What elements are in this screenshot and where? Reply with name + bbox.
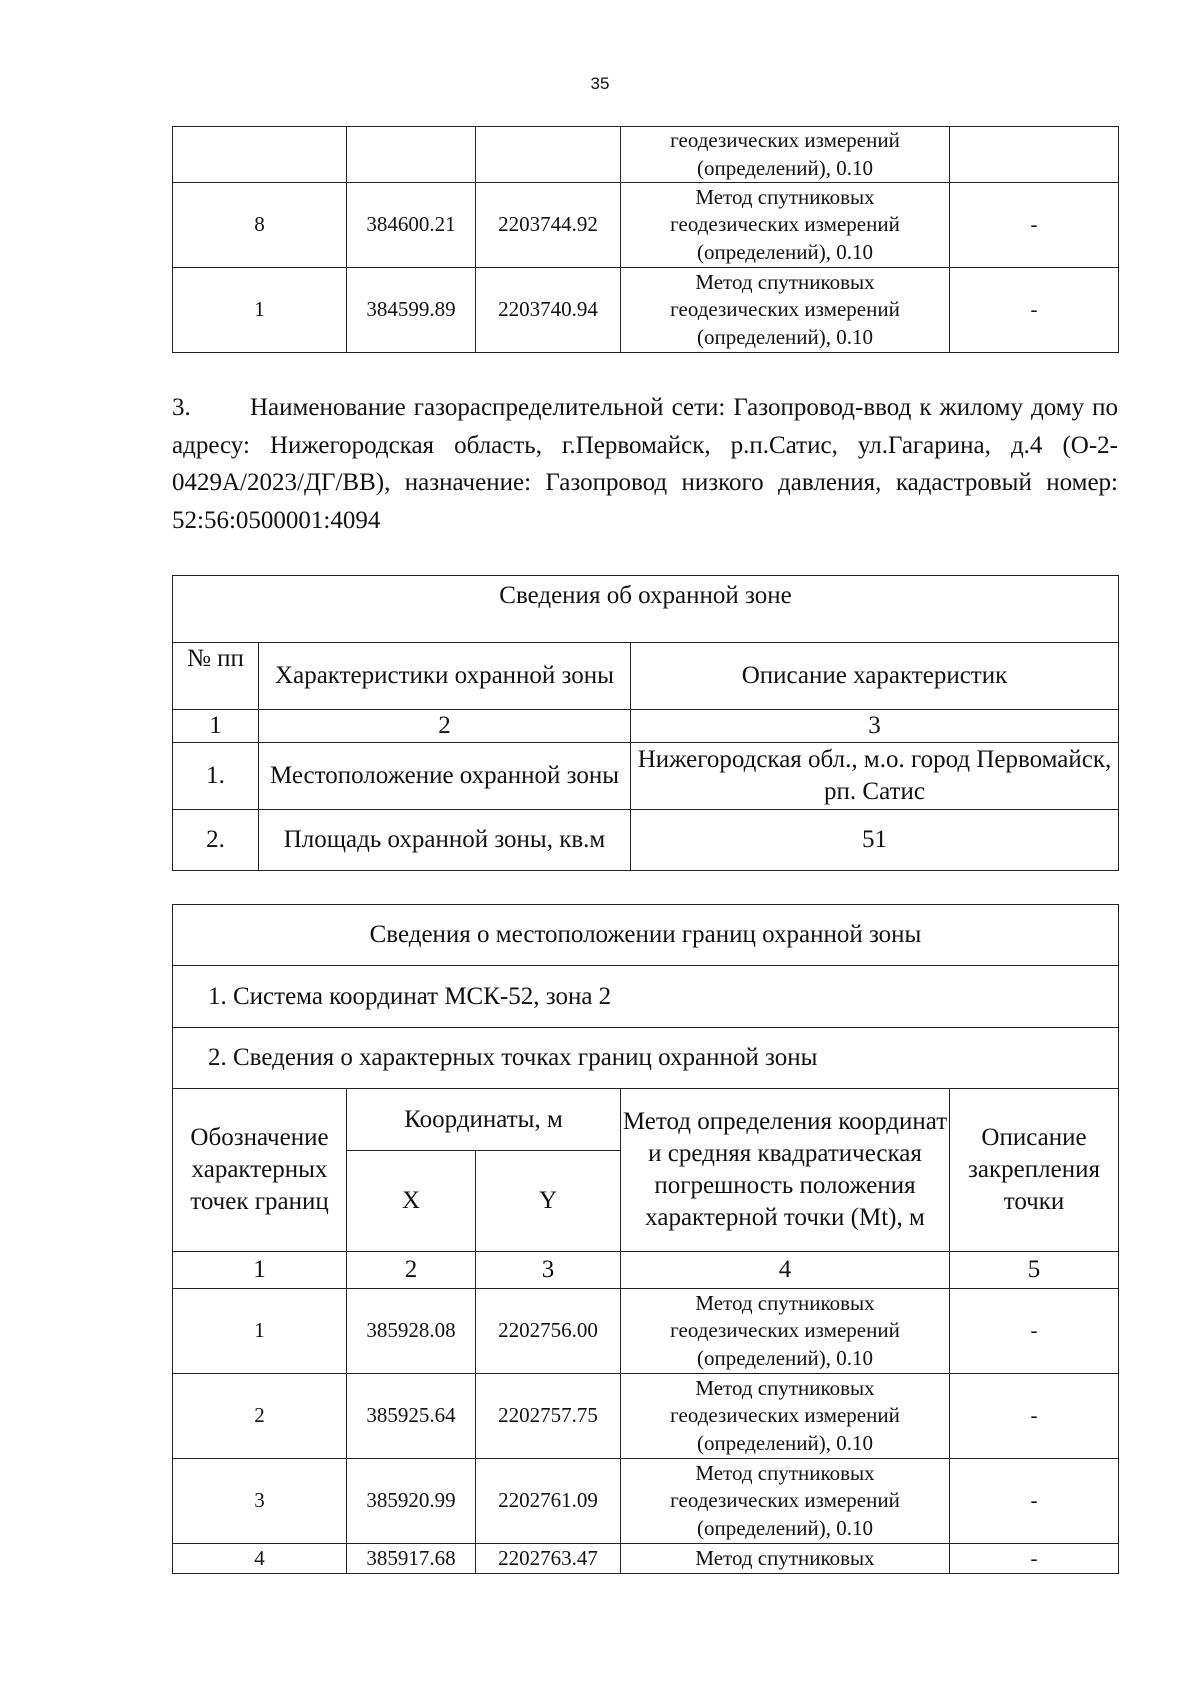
point-cell: 4	[173, 1544, 347, 1574]
method-line: Метод спутниковых	[695, 184, 875, 209]
x-cell: 385920.99	[347, 1459, 476, 1544]
method-line: (определений), 0.10	[696, 155, 874, 180]
table-row	[173, 1374, 1119, 1459]
x-cell: 385925.64	[347, 1374, 476, 1459]
section-text: Наименование газораспределительной сети: Газопровод-ввод к жилому дому по адресу: Нижегородская область, г.Первомайск, р.п.Сатис, ул.Гагарина, д.4 (О-2-0429А/2023/ДГ/ВВ), назначение: Газопровод низкого давления, кадастровый номер: 52:56:0500001:4094	[172, 394, 1118, 534]
header-y: Y	[476, 1151, 621, 1252]
x-cell: 384600.21	[347, 183, 476, 268]
x-cell: 384599.89	[347, 268, 476, 353]
col-number: 2	[259, 710, 631, 743]
fixation-cell	[950, 127, 1119, 183]
method-cell	[621, 1544, 950, 1574]
point-cell: 2	[173, 1374, 347, 1459]
section-paragraph	[172, 389, 1118, 539]
row-description: 51	[631, 810, 1119, 871]
col-number: 4	[621, 1252, 950, 1289]
col-number: 2	[347, 1252, 476, 1289]
method-cell	[621, 1374, 950, 1459]
method-line: (определений), 0.10	[696, 1430, 874, 1455]
point-cell	[173, 127, 347, 183]
y-cell: 2203740.94	[476, 268, 621, 353]
header-method: Метод определения координат и средняя квадратическая погрешность положения характерной точки (Mt), м	[621, 1089, 950, 1252]
col-number: 5	[950, 1252, 1119, 1289]
row-number: 2.	[173, 810, 259, 871]
method-line: Метод спутниковых	[695, 269, 875, 294]
col-number: 3	[631, 710, 1119, 743]
method-line: Метод спутниковых	[695, 1545, 875, 1570]
fixation-cell: -	[950, 1544, 1119, 1574]
y-cell: 2203744.92	[476, 183, 621, 268]
table-row	[173, 127, 1119, 183]
x-cell: 385928.08	[347, 1289, 476, 1374]
method-line: (определений), 0.10	[696, 239, 874, 264]
table-row	[173, 183, 1119, 268]
header-num: № пп	[173, 643, 259, 710]
protection-zone-table	[172, 575, 1119, 871]
header-characteristics: Характеристики охранной зоны	[259, 643, 631, 710]
row-number: 1.	[173, 743, 259, 810]
boundary-location-table	[172, 904, 1119, 1574]
method-cell	[621, 1289, 950, 1374]
header-description: Описание характеристик	[631, 643, 1119, 710]
method-line: (определений), 0.10	[696, 1345, 874, 1370]
col-number: 1	[173, 1252, 347, 1289]
header-fixation: Описание закрепления точки	[950, 1089, 1119, 1252]
method-line: (определений), 0.10	[696, 1515, 874, 1540]
method-line: геодезических измерений	[670, 297, 900, 322]
x-cell: 385917.68	[347, 1544, 476, 1574]
continuation-table	[172, 126, 1119, 353]
y-cell: 2202756.00	[476, 1289, 621, 1374]
y-cell: 2202761.09	[476, 1459, 621, 1544]
fixation-cell: -	[950, 1289, 1119, 1374]
method-line: Метод спутниковых	[695, 1375, 875, 1400]
point-cell: 3	[173, 1459, 347, 1544]
point-cell: 1	[173, 1289, 347, 1374]
col-number: 3	[476, 1252, 621, 1289]
method-cell	[621, 183, 950, 268]
table-row	[173, 1289, 1119, 1374]
row-description: Нижегородская обл., м.о. город Первомайск, рп. Сатис	[631, 743, 1119, 810]
x-cell	[347, 127, 476, 183]
method-line: геодезических измерений	[670, 212, 900, 237]
table-row	[173, 268, 1119, 353]
y-cell: 2202763.47	[476, 1544, 621, 1574]
method-line: (определений), 0.10	[696, 324, 874, 349]
section-number: 3.	[172, 394, 191, 421]
zone-table-title: Сведения об охранной зоне	[173, 576, 1119, 643]
method-line: Метод спутниковых	[695, 1460, 875, 1485]
col-number: 1	[173, 710, 259, 743]
coordinate-system: 1. Система координат МСК-52, зона 2	[173, 966, 1119, 1028]
table-row	[173, 1544, 1119, 1574]
table-row	[173, 1459, 1119, 1544]
header-coordinates: Координаты, м	[347, 1089, 621, 1151]
header-x: X	[347, 1151, 476, 1252]
y-cell	[476, 127, 621, 183]
method-line: геодезических измерений	[670, 1403, 900, 1428]
method-line: геодезических измерений	[670, 128, 900, 152]
method-cell	[621, 268, 950, 353]
fixation-cell: -	[950, 1459, 1119, 1544]
method-line: Метод спутниковых	[695, 1290, 875, 1315]
point-cell: 8	[173, 183, 347, 268]
fixation-cell: -	[950, 268, 1119, 353]
method-line: геодезических измерений	[670, 1488, 900, 1513]
location-table-title: Сведения о местоположении границ охранной зоны	[173, 905, 1119, 966]
method-line: геодезических измерений	[670, 1318, 900, 1343]
page-number: 35	[590, 74, 610, 93]
row-characteristic: Площадь охранной зоны, кв.м	[259, 810, 631, 871]
fixation-cell: -	[950, 1374, 1119, 1459]
fixation-cell: -	[950, 183, 1119, 268]
row-characteristic: Местоположение охранной зоны	[259, 743, 631, 810]
points-title: 2. Сведения о характерных точках границ охранной зоны	[173, 1028, 1119, 1089]
header-point: Обозначение характерных точек границ	[173, 1089, 347, 1252]
y-cell: 2202757.75	[476, 1374, 621, 1459]
point-cell: 1	[173, 268, 347, 353]
method-cell	[621, 1459, 950, 1544]
method-cell	[621, 127, 950, 183]
